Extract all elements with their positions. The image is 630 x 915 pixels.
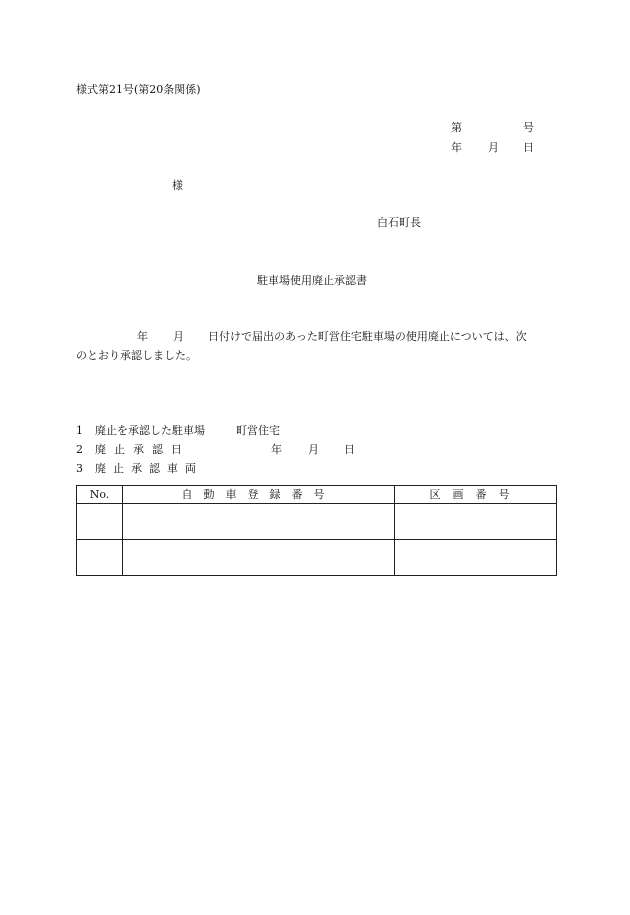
row-1-section xyxy=(395,504,557,540)
item-2-day: 日 xyxy=(344,443,355,456)
header-no: No. xyxy=(77,486,123,504)
item-3-number: 3 xyxy=(76,462,83,475)
table-header-row xyxy=(77,486,557,504)
issue-date-year: 年 xyxy=(451,141,462,154)
table-row xyxy=(77,540,557,576)
row-1-registration xyxy=(123,504,395,540)
issuer-name: 白石町長 xyxy=(377,216,421,229)
vehicle-table xyxy=(76,485,557,576)
body-date-month: 月 xyxy=(173,330,184,343)
item-2-month: 月 xyxy=(308,443,319,456)
body-text-line-2: のとおり承認しました。 xyxy=(76,349,197,362)
document-number-suffix: 号 xyxy=(523,121,534,134)
document-number-label: 第 xyxy=(451,121,462,134)
row-2-no xyxy=(77,540,123,576)
item-1-label: 廃止を承認した駐車場 xyxy=(95,424,205,437)
body-text-line-1: 日付けで届出のあった町営住宅駐車場の使用廃止については、次 xyxy=(208,330,527,343)
row-2-registration xyxy=(123,540,395,576)
issue-date-month: 月 xyxy=(488,141,499,154)
row-1-no xyxy=(77,504,123,540)
body-date-year: 年 xyxy=(137,330,148,343)
item-3-label: 廃止承認車両 xyxy=(95,462,203,475)
item-1-number: 1 xyxy=(76,424,83,437)
issue-date-day: 日 xyxy=(523,141,534,154)
row-2-section xyxy=(395,540,557,576)
addressee-honorific: 様 xyxy=(172,179,183,192)
header-registration-number: 自動車登録番号 xyxy=(123,486,395,504)
form-number: 様式第21号(第20条関係) xyxy=(76,83,201,96)
item-2-year: 年 xyxy=(271,443,282,456)
item-2-number: 2 xyxy=(76,443,83,456)
table-row xyxy=(77,504,557,540)
document-title: 駐車場使用廃止承認書 xyxy=(257,274,367,287)
item-2-label: 廃止承認日 xyxy=(95,443,190,456)
header-section-number: 区画番号 xyxy=(395,486,557,504)
item-1-value: 町営住宅 xyxy=(236,424,280,437)
